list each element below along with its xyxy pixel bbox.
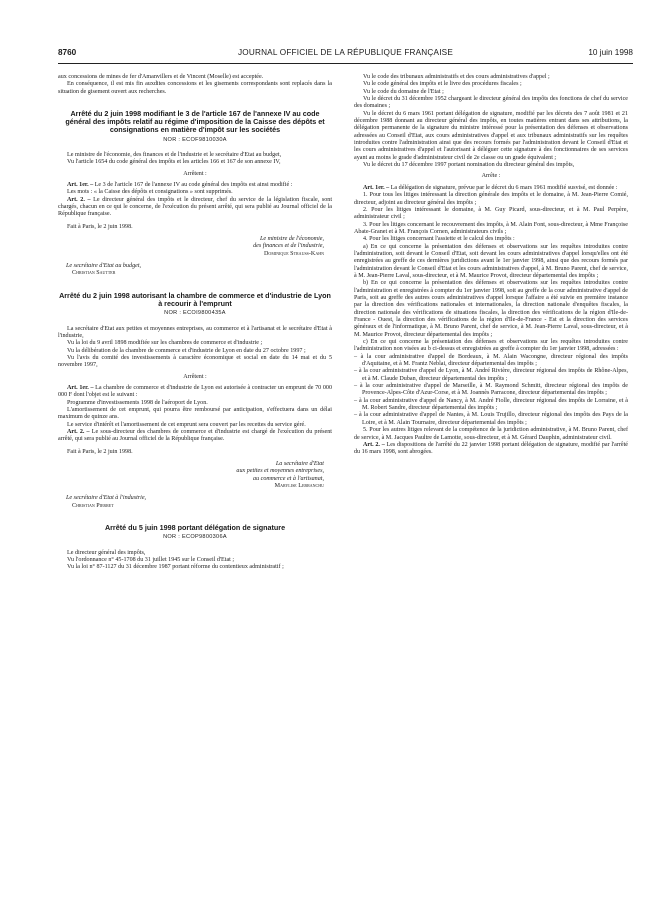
article-paragraph (58, 197, 332, 219)
header-rule (58, 63, 633, 64)
signatory-name: Dominique Strauss-Kahn (264, 250, 324, 257)
decree-title: Arrêté du 2 juin 1998 modifiant le 3 de l'article 167 de l'annexe IV au code général des impôts relatif au régime d'imposition de la Caisse des dépôts et consignations en matière d'impôt sur les sociétés (65, 109, 325, 135)
signatory-role: Le ministre de l'économie, (259, 236, 324, 243)
page-number: 8760 (58, 48, 77, 57)
court-delegation: – à la cour administrative d'appel de Marseille, à M. Raymond Schmitt, directeur régional des impôts de Provence-Alpes-Côte d'Azur-Corse, et à M. Joannès Parracone, directeur départemental des impôts ; (354, 383, 628, 397)
article-label: Art. 1er. – (67, 182, 94, 189)
decree-paragraph: Le directeur général des impôts, (67, 549, 146, 556)
continuation-paragraph: En conséquence, il est mis fin auxdites concessions et les gisements correspondants sont replacés dans la situation de gisement ouvert aux recherches. (58, 81, 332, 95)
vu-paragraph: Vu le décret du 31 décembre 1952 chargeant le directeur général des impôts des fonctions de chef du service des domaines ; (354, 96, 628, 110)
decree-paragraph: Le service d'intérêt et l'amortissement de cet emprunt sera couvert par les recettes du service géré. (67, 421, 306, 428)
article-label: Art. 1er. – (67, 384, 94, 391)
delegation-item: 4. Pour les litiges concernant l'assiette et le calcul des impôts : (363, 236, 515, 243)
decree-paragraph: Programme d'investissements 1998 de l'aéroport de Lyon. (67, 399, 208, 406)
nor-reference: NOR : ECOF9810030A (163, 136, 227, 143)
decree-paragraph: L'amortissement de cet emprunt, qui pourra être remboursé par anticipation, s'effectuera dans un délai maximum de quinze ans. (58, 406, 332, 421)
article-text: Le 3 de l'article 167 de l'annexe IV au code général des impôts est ainsi modifié : (93, 182, 293, 189)
delegation-item: 2. Pour les litiges intéressant le domaine, à M. Guy Picard, sous-directeur, et à M. Paul Perpère, administrateur civil ; (354, 206, 628, 221)
delegation-item: 5. Pour les autres litiges relevant de la compétence de la juridiction administrative, à M. Bruno Parent, chef de service, à M. Jacques Paultre de Lamotte, sous-directeur, et à M. Gérard Dauphin, administrateur civil. (354, 427, 628, 441)
delegation-subitem: a) En ce qui concerne la présentation des défenses et observations sur les requêtes introduites contre l'administration, soit devant le Conseil d'Etat, soit devant les cours administratives d'appel lorsqu'elles ont été enregistrées au greffe de ces dernières juridictions avant le 1er janvier 1998, ainsi que des recours formés par l'administration devant le Conseil d'Etat et les cours administratives d'appel, à M. Bruno Parent, chef de service, à M. Jean-Pierre Laval, sous-directeur, et à M. Maurice Provot, directeur départemental des impôts ; (354, 243, 628, 279)
decree-paragraph: Vu l'ordonnance n° 45-1708 du 31 juillet 1945 sur le Conseil d'Etat ; (67, 557, 235, 563)
article-text: Le directeur général des impôts et le directeur, chef du service de la législation fiscale, sont chargés, chacun en ce qui le concerne, de l'exécution du présent arrêté, qui sera publié au Journal officiel de la République française. (58, 196, 333, 218)
article-text: Le sous-directeur des chambres de commerce et d'industrie est chargé de l'exécution du présent arrêté, qui sera publié au Journal officiel de la République française. (58, 429, 332, 443)
vu-paragraph: Vu le code du domaine de l'Etat ; (363, 88, 444, 95)
signing-place-date: Fait à Paris, le 2 juin 1998. (67, 448, 133, 455)
decree-paragraph: Vu la loi du 9 avril 1898 modifiée sur les chambres de commerce et d'industrie ; (67, 340, 263, 347)
right-column (354, 74, 628, 457)
court-delegation: – à la cour administrative d'appel de Nancy, à M. André Fiolle, directeur régional des impôts de Lorraine, et à M. Robert Sandre, directeur départemental des impôts ; (354, 397, 628, 412)
signatory-role: La secrétaire d'Etat (275, 461, 324, 468)
delegation-subitem: b) En ce qui concerne la présentation des défenses et observations sur les requêtes introduites contre l'administration et enregistrées à compter du 1er janvier 1998, soit au greffe de la cour administrative d'appel de Paris, soit au greffe des autres cours administratives d'appel lorsque l'affaire a été suivie en première instance par la direction des vérifications nationales et internationales, la direction nationale d'enquêtes fiscales, la direction nationale des vérifications de situations fiscales, la direction des vérifications de la région d'Ile-de-France - Ouest, la direction des vérifications de la région d'Ile-de-France - Est et la direction des services généraux et de l'informatique, à M. Bruno Parent, chef de service, à M. Jean-Pierre Laval, sous-directeur, et à M. Maurice Provot, directeur départemental des impôts ; (354, 280, 628, 338)
continuation-paragraph: aux concessions de mines de fer d'Amanvillers et de Vincent (Moselle) est acceptée. (58, 74, 264, 80)
delegation-item: 3. Pour les litiges concernant le recouvrement des impôts, à M. Alain Font, sous-directeur, à Mme Françoise Abate-Granet et à M. François Cornen, administrateurs civils ; (354, 221, 628, 235)
vu-paragraph: Vu le décret du 17 décembre 1997 portant nomination du directeur général des impôts, (363, 162, 575, 169)
article-label: Art. 1er. – (363, 184, 390, 191)
decree-paragraph: La secrétaire d'Etat aux petites et moyennes entreprises, au commerce et à l'artisanat et le secrétaire d'Etat à l'industrie, (58, 325, 332, 339)
article-label: Art. 2. – (67, 429, 90, 436)
court-delegation: – à la cour administrative d'appel de Lyon, à M. André Rivière, directeur régional des impôts de Rhône-Alpes, et à M. Claude Duban, directeur départemental des impôts ; (354, 368, 628, 382)
decree-paragraph: Le ministre de l'économie, des finances et de l'industrie et le secrétaire d'Etat au budget, (67, 151, 282, 158)
decree-title: Arrêté du 5 juin 1998 portant délégation de signature (104, 523, 286, 533)
vu-paragraph: Vu le décret du 6 mars 1961 portant délégation de signature, modifié par les décrets des 7 août 1981 et 21 décembre 1988 donnant au directeur général des impôts, en toutes matières entrant dans ses attributions, la délégation permanente de la signature du ministre intéressé pour la présentation des défenses et observations adressées au Conseil d'Etat, aux cours administratives d'appel et aux tribunaux administratifs sur les requêtes introduites contre l'administration ainsi que des recours formés par l'administration devant le Conseil d'Etat et les cours administratives d'appel et l'autorisant à déléguer cette signature à des fonctionnaires de ses services ayant au moins le grade d'administrateur civil de 2e classe ou un grade équivalent ; (354, 110, 628, 161)
decree-paragraph: Vu l'avis du comité des investissements à caractère économique et social en date du 14 mai et du 5 novembre 1997, (58, 354, 332, 369)
vu-paragraph: Vu le code des tribunaux administratifs et des cours administratives d'appel ; (363, 74, 550, 80)
signatory-role: aux petites et moyennes entreprises, (236, 468, 324, 475)
signatory-name: Christian Pierret (72, 502, 114, 509)
article-paragraph (58, 429, 332, 444)
article-text: La chambre de commerce et d'industrie de Lyon est autorisée à contracter un emprunt de 70 000 000 F dont l'objet est le suivant : (58, 384, 332, 399)
article-text: La délégation de signature, prévue par le décret du 6 mars 1961 modifié susvisé, est donnée : (389, 184, 618, 191)
nor-reference: NOR : ECOI9800435A (164, 310, 226, 317)
left-column (58, 74, 332, 572)
decree-paragraph: Vu l'article 1654 du code général des impôts et les articles 166 et 167 de son annexe IV, (67, 159, 281, 166)
decree-paragraph: Vu la délibération de la chambre de commerce et d'industrie de Lyon en date du 27 octobre 1997 ; (67, 347, 306, 354)
signatory-role: des finances et de l'industrie, (253, 243, 324, 250)
signatory-role: Le secrétaire d'Etat au budget, (66, 263, 142, 270)
signing-place-date: Fait à Paris, le 2 juin 1998. (67, 223, 133, 230)
decree-paragraph: Les mots : « la Caisse des dépôts et consignations » sont supprimés. (67, 189, 233, 196)
article-text: Les dispositions de l'arrêté du 22 janvier 1998 portant délégation de signature, modifié par l'arrêté du 16 mars 1998, sont abrogées. (354, 441, 628, 456)
signatory-name: Christian Sautter (72, 270, 116, 277)
signatory-role: Le secrétaire d'Etat à l'industrie, (66, 495, 147, 502)
journal-title: JOURNAL OFFICIEL DE LA RÉPUBLIQUE FRANÇAISE (237, 48, 453, 57)
arrete-heading: Arrête : (481, 173, 501, 180)
article-paragraph (58, 385, 332, 400)
decree-title: Arrêté du 2 juin 1998 autorisant la chambre de commerce et d'industrie de Lyon à recourir à l'emprunt (59, 290, 331, 308)
article-label: Art. 2. – (67, 196, 91, 203)
signatory-role: au commerce et à l'artisanat, (253, 475, 324, 482)
court-delegation: – à la cour administrative d'appel de Bordeaux, à M. Alain Wacongne, directeur régional des impôts d'Aquitaine, et à M. Frantz Neblai, directeur départemental des impôts ; (354, 353, 628, 368)
delegation-subitem: c) En ce qui concerne la présentation des défenses et observations sur les requêtes introduites contre l'administration non visées au b ci-dessus et enregistrées au greffe à compter du 1er janvier 1998, adressées : (354, 339, 628, 353)
signatory-name: Marylise Lebranchu (274, 483, 324, 490)
article-paragraph (354, 442, 628, 457)
article-paragraph (58, 182, 332, 189)
court-delegation: – à la cour administrative d'appel de Nantes, à M. Louis Trujillo, directeur régional des impôts des Pays de la Loire, et à M. Alain Tournaire, directeur départemental des impôts ; (354, 412, 628, 426)
nor-reference: NOR : ECOP9800306A (163, 534, 227, 541)
arretent-heading: Arrêtent : (183, 373, 207, 380)
article-label: Art. 2. – (363, 441, 385, 448)
issue-date: 10 juin 1998 (588, 48, 633, 57)
decree-paragraph: Vu la loi n° 87-1127 du 31 décembre 1987 portant réforme du contentieux administratif ; (67, 564, 284, 571)
arretent-heading: Arrêtent : (183, 170, 207, 177)
vu-paragraph: Vu le code général des impôts et le livre des procédures fiscales ; (363, 81, 522, 88)
delegation-item: 1. Pour tous les litiges intéressant la direction générale des impôts et le domaine, à M. Jean-Pierre Comié, directeur, adjoint au directeur général des impôts ; (354, 192, 628, 206)
page-header (58, 48, 633, 62)
article-paragraph (354, 185, 628, 192)
